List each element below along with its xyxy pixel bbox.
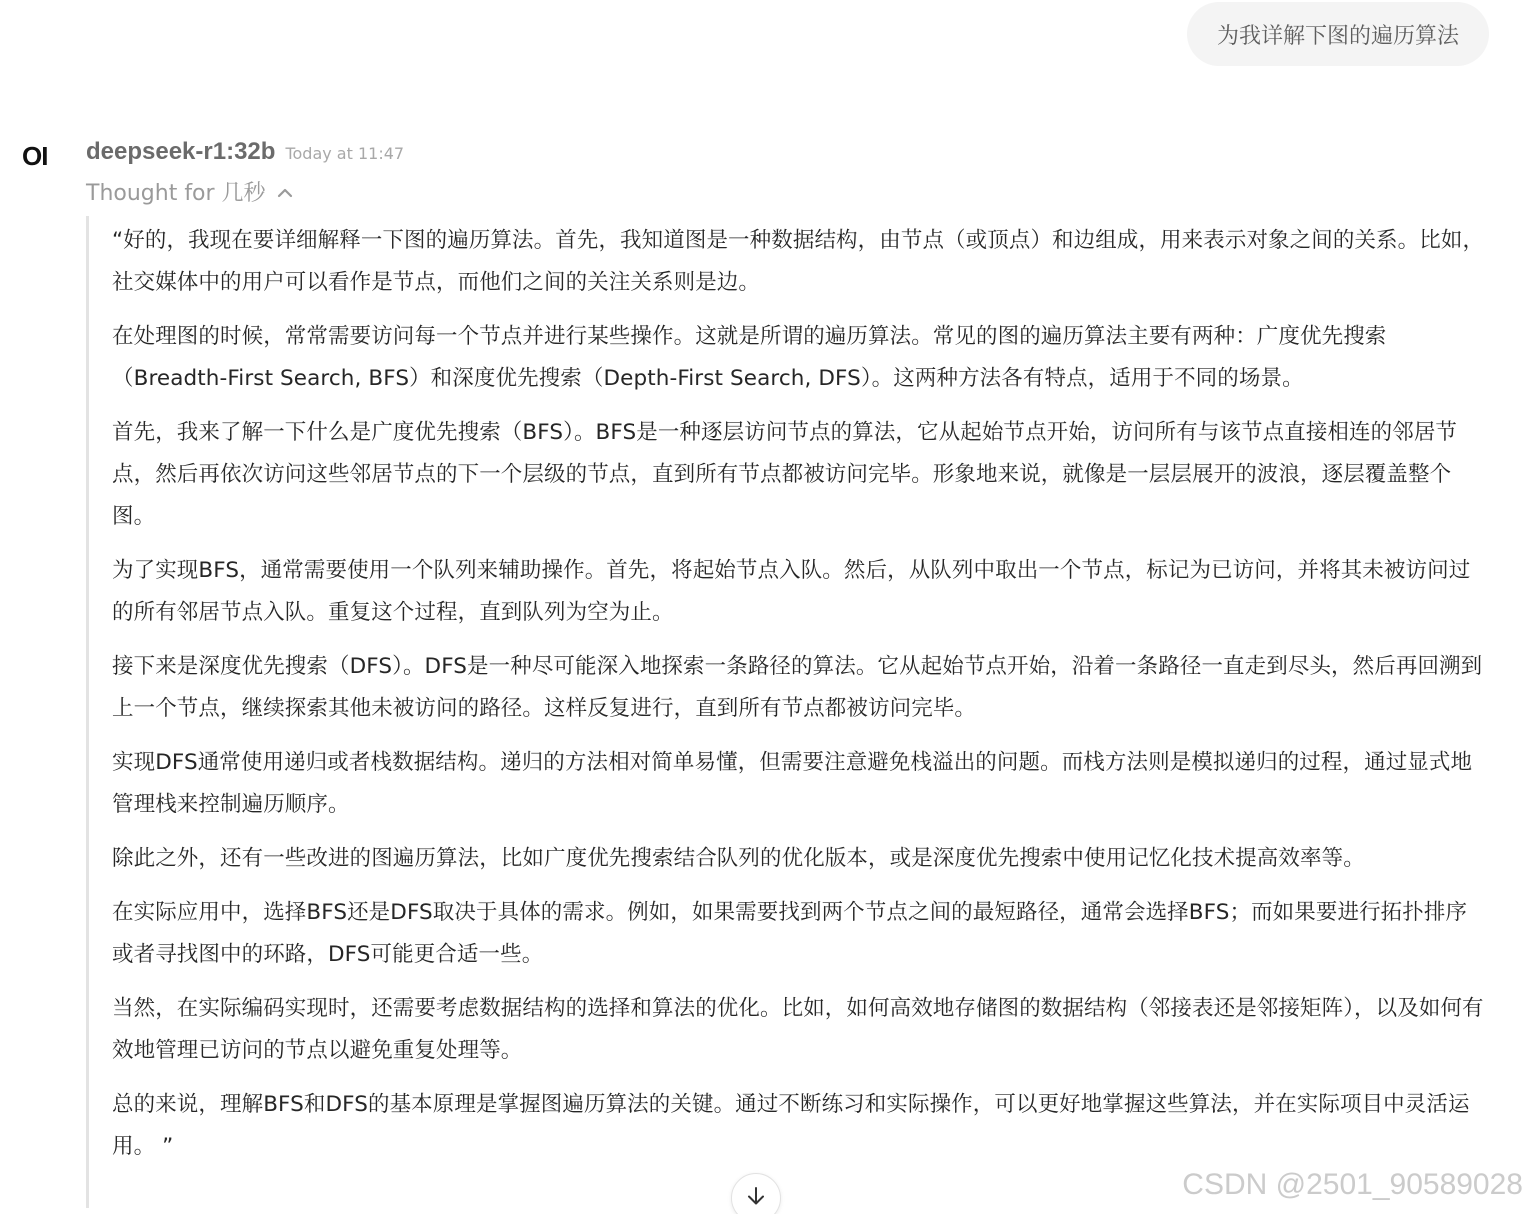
message-header <box>86 138 404 166</box>
thought-toggle-button[interactable] <box>86 176 294 207</box>
thought-paragraph: 在实际应用中，选择BFS还是DFS取决于具体的需求。例如，如果需要找到两个节点之间的最短路径，通常会选择BFS；而如果要进行拓扑排序或者寻找图中的环路，DFS可能更合适一些。 <box>112 900 1468 967</box>
model-name: deepseek-r1:32b <box>86 138 276 165</box>
thought-paragraph: 为了实现BFS，通常需要使用一个队列来辅助操作。首先，将起始节点入队。然后，从队列中取出一个节点，标记为已访问，并将其未被访问过的所有邻居节点入队。重复这个过程，直到队列为空为止。 <box>112 558 1471 625</box>
chevron-up-icon <box>276 183 294 201</box>
user-message-text: 为我详解下图的遍历算法 <box>1216 23 1459 49</box>
model-avatar: OI <box>22 141 48 171</box>
thought-paragraph: 除此之外，还有一些改进的图遍历算法，比如广度优先搜索结合队列的优化版本，或是深度优先搜索中使用记忆化技术提高效率等。 <box>112 846 1365 871</box>
thought-paragraph: “好的，我现在要详细解释一下图的遍历算法。首先，我知道图是一种数据结构，由节点（或顶点）和边组成，用来表示对象之间的关系。比如，社交媒体中的用户可以看作是节点，而他们之间的关注关系则是边。 <box>112 228 1485 295</box>
arrow-down-icon <box>745 1185 767 1211</box>
thought-paragraph: 接下来是深度优先搜索（DFS）。DFS是一种尽可能深入地探索一条路径的算法。它从起始节点开始，沿着一条路径一直走到尽头，然后再回溯到上一个节点，继续探索其他未被访问的路径。这样反复进行，直到所有节点都被访问完毕。 <box>112 654 1483 721</box>
thought-label: Thought for 几秒 <box>86 181 266 206</box>
thought-paragraph: 在处理图的时候，常常需要访问每一个节点并进行某些操作。这就是所谓的遍历算法。常见的图的遍历算法主要有两种：广度优先搜索（Breadth-First Search, BFS）和深度优先搜索（Depth-First Search, DFS）。这两种方法各有特点，适用于不同的场景。 <box>112 324 1387 391</box>
thought-paragraph: 实现DFS通常使用递归或者栈数据结构。递归的方法相对简单易懂，但需要注意避免栈溢出的问题。而栈方法则是模拟递归的过程，通过显式地管理栈来控制遍历顺序。 <box>112 750 1473 817</box>
thought-content <box>86 216 1486 1208</box>
thought-paragraph: 首先，我来了解一下什么是广度优先搜索（BFS）。BFS是一种逐层访问节点的算法，它从起始节点开始，访问所有与该节点直接相连的邻居节点，然后再依次访问这些邻居节点的下一个层级的节点，直到所有节点都被访问完毕。形象地来说，就像是一层层展开的波浪，逐层覆盖整个图。 <box>112 420 1458 529</box>
message-timestamp: Today at 11:47 <box>285 144 405 163</box>
watermark: CSDN @2501_90589028 <box>1182 1168 1523 1201</box>
thought-paragraph: 当然，在实际编码实现时，还需要考虑数据结构的选择和算法的优化。比如，如何高效地存储图的数据结构（邻接表还是邻接矩阵），以及如何有效地管理已访问的节点以避免重复处理等。 <box>112 996 1484 1063</box>
user-message-bubble <box>1187 2 1489 66</box>
thought-paragraph: 总的来说，理解BFS和DFS的基本原理是掌握图遍历算法的关键。通过不断练习和实际操作，可以更好地掌握这些算法，并在实际项目中灵活运用。 ” <box>112 1092 1470 1159</box>
